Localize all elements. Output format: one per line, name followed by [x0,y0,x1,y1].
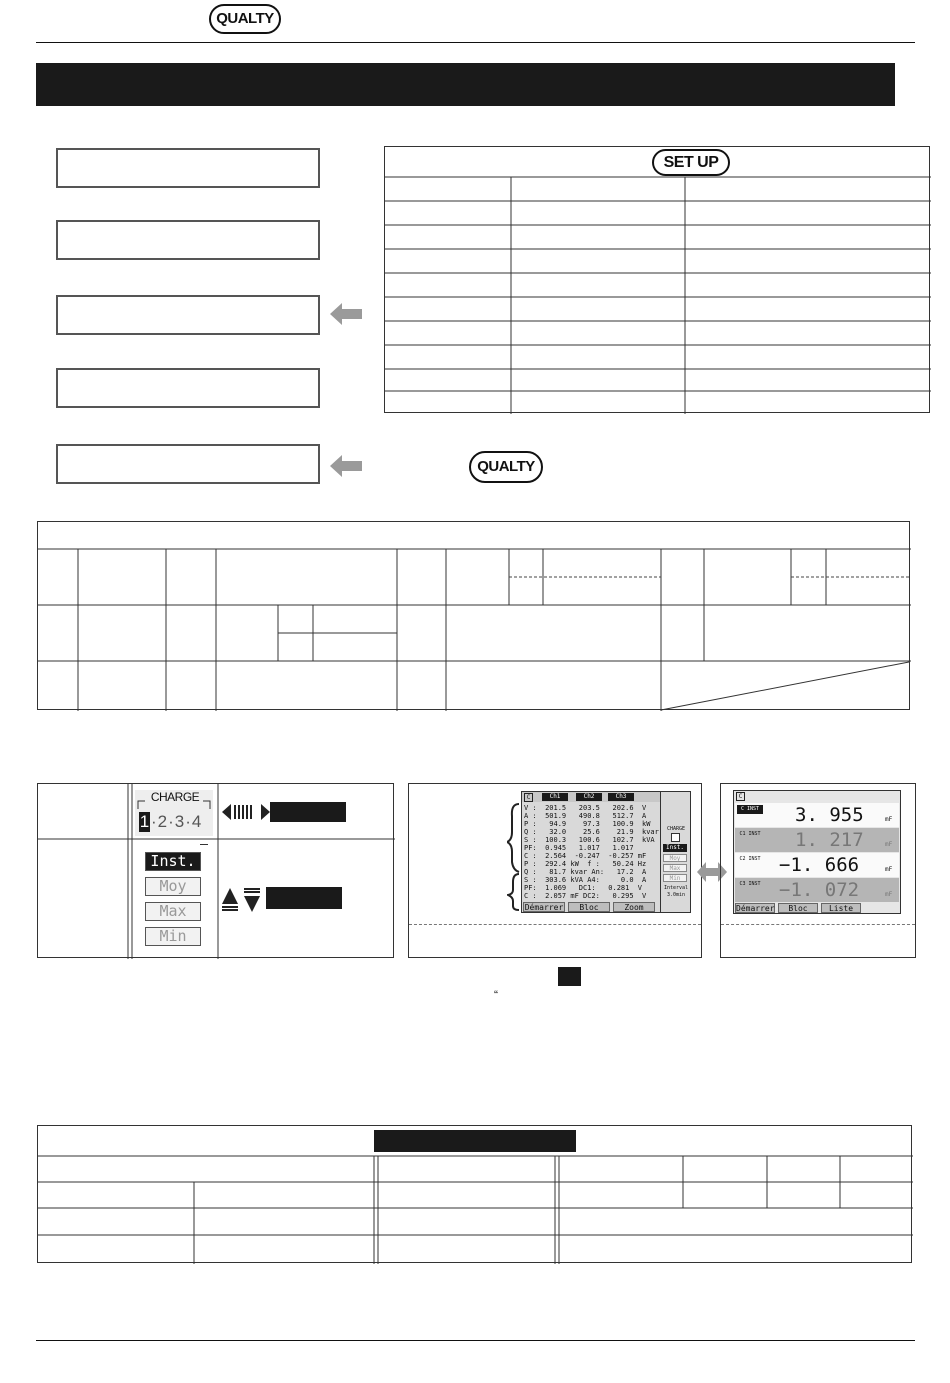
setup-table [384,146,930,413]
screen-side-column [661,791,691,913]
header-rule [36,42,915,43]
zoom-row-value: −1. 072 [779,879,860,901]
data-row: C : 2.057 mF DC2: 0.295 V [524,892,647,900]
tick-mark [200,844,208,845]
key-label-bar [270,802,346,822]
dashed-divider [721,924,915,925]
arrow-left-icon [330,303,362,325]
zoom-logo-icon: C [736,792,745,801]
data-row: P : 94.9 97.3 100.9 kW [524,820,651,828]
charge-bracket [137,797,211,809]
data-row: S : 303.6 kVA A4: 0.0 A [524,876,647,884]
tab-ch2[interactable]: Ch2 [576,793,602,801]
charge-label: CHARGE [150,790,200,804]
side-channel-indicator [671,833,680,842]
zoom-row-label: C2 INST [739,856,761,862]
channel-selected: 1 [139,812,150,831]
flow-box-4 [56,368,320,408]
data-row: P : 292.4 kW f : 50.24 Hz [524,860,647,868]
data-row: A : 501.9 490.8 512.7 A [524,812,647,820]
mode-max-button[interactable]: Max [145,902,201,921]
qualty-key-icon: QUALTY [209,4,281,34]
measurement-screen [521,791,661,913]
bottom-table-grid [38,1126,913,1264]
side-interval-label: Interval [663,885,689,891]
screen-panel-zoom [720,783,916,958]
setup-table-grid [385,147,931,414]
side-max[interactable]: Max [663,864,687,872]
flow-box-1 [56,148,320,188]
parameter-table-grid [38,522,911,711]
tab-ch3[interactable]: Ch3 [608,793,634,801]
side-moy[interactable]: Moy [663,854,687,862]
data-row: PF: 0.945 1.017 1.017 [524,844,634,852]
mode-moy-button[interactable]: Moy [145,877,201,896]
zoom-row-value: 3. 955 [795,804,864,826]
side-interval-value: 3.0min [666,892,686,898]
key-label-bar [266,887,342,909]
side-min[interactable]: Min [663,874,687,882]
channel-options: ·2·3·4 [151,812,203,831]
screen-panel-list [408,783,702,958]
flow-box-5 [56,444,320,484]
parameter-table [37,521,910,710]
key-square-icon [558,967,581,986]
stray-quote: “ [494,988,498,1002]
section-title-bar [36,63,895,106]
zoom-row [735,853,899,877]
brace-icon [507,802,521,912]
data-row: PF: 1.069 DC1: 0.281 V [524,884,643,892]
qualty-key-icon: QUALTY [469,451,543,483]
softkey-demarrer[interactable]: Démarrer [736,904,775,913]
zoom-row [735,878,899,902]
mode-inst-button[interactable]: Inst. [145,852,201,871]
zoom-row-unit: mF [885,891,893,898]
side-charge-label: CHARGE [666,826,686,832]
zoom-row-label: C3 INST [739,881,761,887]
mode-min-button[interactable]: Min [145,927,201,946]
data-row: V : 201.5 203.5 202.6 V [524,804,647,812]
softkey-zoom[interactable]: Zoom [613,902,655,912]
bottom-table [37,1125,912,1263]
data-row: Q : 81.7 kvar An: 17.2 A [524,868,647,876]
footer-rule [36,1340,915,1341]
data-row: C : 2.564 -0.247 -0.257 mF [524,852,647,860]
zoom-row-value: −1. 666 [779,854,860,876]
zoom-row-unit: mF [885,816,893,823]
charge-selector[interactable] [135,790,213,836]
screen-logo-icon: C [524,793,533,802]
zoom-row-label: C1 INST [739,831,761,837]
up-down-key-icon [222,888,264,912]
zoom-row [735,828,899,852]
zoom-row-unit: mF [885,866,893,873]
left-right-key-icon [222,803,270,821]
softkey-demarrer[interactable]: Démarrer [524,903,564,912]
tab-ch1[interactable]: Ch1 [542,793,568,801]
data-row: S : 100.3 100.6 102.7 kVA [524,836,655,844]
softkey-bloc[interactable]: Bloc [778,903,818,913]
zoom-row-unit: mF [885,841,893,848]
flow-box-2 [56,220,320,260]
charge-panel [37,783,394,958]
zoom-row-label: C INST [737,805,763,814]
side-inst[interactable]: Inst. [663,844,687,852]
setup-key-icon: SET UP [652,149,730,176]
arrow-left-icon [330,455,362,477]
zoom-row [735,803,899,827]
softkey-liste[interactable]: Liste [821,903,861,913]
softkey-bloc[interactable]: Bloc [568,902,610,912]
flow-box-3 [56,295,320,335]
zoom-row-value: 1. 217 [795,829,864,851]
zoom-screen [733,790,901,914]
data-row: Q : 32.0 25.6 21.9 kvar [524,828,659,836]
dashed-divider [409,924,701,925]
